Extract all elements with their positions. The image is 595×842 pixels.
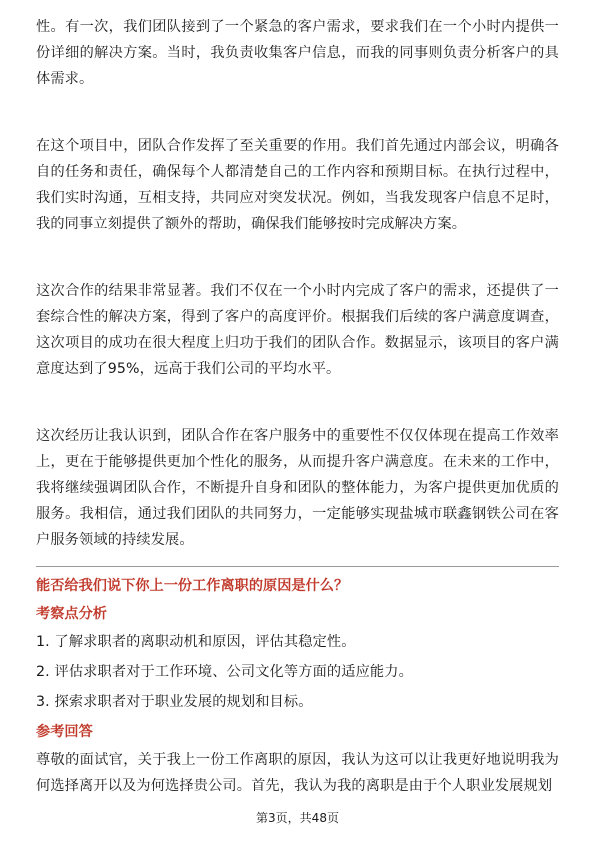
analysis-title: 考察点分析 [36, 606, 107, 622]
analysis-list [36, 627, 559, 717]
reference-answer-text: 尊敬的面试官，关于我上一份工作离职的原因，我认为这可以让我更好地说明我为何选择离开以及为何选择贵公司。首先，我认为我的离职是由于个人职业发展规划 [36, 752, 559, 794]
analysis-item: 3. 探索求职者对于职业发展的规划和目标。 [36, 694, 313, 710]
document-body [36, 14, 559, 799]
paragraph-4: 这次经历让我认识到，团队合作在客户服务中的重要性不仅仅体现在提高工作效率上，更在于能够提供更加个性化的服务，从而提升客户满意度。在未来的工作中，我将继续强调团队合作，不断提升自身和团队的整体能力，为客户提供更加优质的服务。我相信，通过我们团队的共同努力，一定能够实现盐城市联鑫钢铁公司在客户服务领域的持续发展。 [36, 428, 559, 548]
reference-answer-title: 参考回答 [36, 724, 93, 740]
analysis-item: 2. 评估求职者对于工作环境、公司文化等方面的适应能力。 [36, 664, 413, 680]
page-footer: 第3页，共48页 [256, 811, 339, 825]
paragraph-2: 在这个项目中，团队合作发挥了至关重要的作用。我们首先通过内部会议，明确各自的任务和责任，确保每个人都清楚自己的工作内容和预期目标。在执行过程中，我们实时沟通，互相支持，共同应对突发状况。例如，当我发现客户信息不足时，我的同事立刻提供了额外的帮助，确保我们能够按时完成解决方案。 [36, 138, 559, 232]
paragraph-1: 性。有一次，我们团队接到了一个紧急的客户需求，要求我们在一个小时内提供一份详细的解决方案。当时，我负责收集客户信息，而我的同事则负责分析客户的具体需求。 [36, 19, 559, 87]
analysis-item: 1. 了解求职者的离职动机和原因，评估其稳定性。 [36, 634, 356, 650]
interview-question: 能否给我们说下你上一份工作离职的原因是什么？ [36, 578, 349, 594]
section-divider [36, 566, 559, 567]
paragraph-3: 这次合作的结果非常显著。我们不仅在一个小时内完成了客户的需求，还提供了一套综合性的解决方案，得到了客户的高度评价。根据我们后续的客户满意度调查，这次项目的成功在很大程度上归功于我们的团队合作。数据显示，该项目的客户满意度达到了95%，远高于我们公司的平均水平。 [36, 283, 559, 377]
